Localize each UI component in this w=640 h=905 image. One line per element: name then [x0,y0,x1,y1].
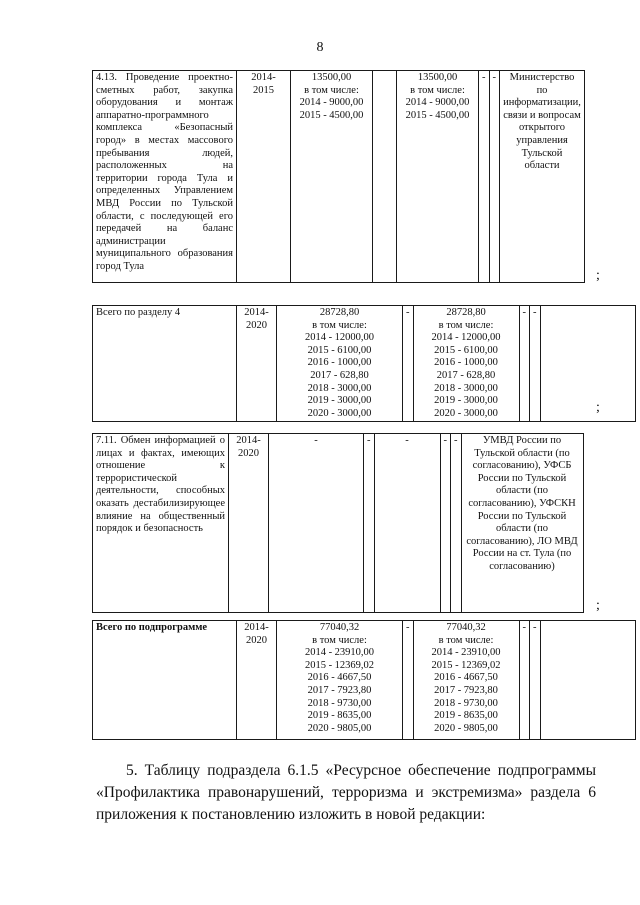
period-years: 2014- 2015 [237,71,291,283]
period-years: 2014- 2020 [237,621,277,740]
funding-federal: - [364,434,375,613]
instruction-paragraph: 5. Таблицу подраздела 6.1.5 «Ресурсное обеспечение подпрограммы «Профилактика правонарушений, терроризма и экстремизма» раздела 6 приложения к постановлению изложить в новой редакции: [96,762,596,823]
measure-description: Всего по подпрограмме [93,621,237,740]
period-years: 2014- 2020 [229,434,269,613]
funding-total: 13500,00 в том числе: 2014 - 9000,00 2015 - 4500,00 [291,71,373,283]
funding-other: - [451,434,462,613]
funding-federal [373,71,397,283]
funding-total: - [269,434,364,613]
funding-total: 28728,80 в том числе: 2014 - 12000,00 2015 - 6100,00 2016 - 1000,00 2017 - 628,80 2018 - 3000,00 2019 - 3000,00 2020 - 3000,00 [277,306,403,422]
funding-municipal: - [440,434,451,613]
row-terminator: ; [596,268,600,283]
responsible-party: Министерство по информатизации, связи и вопросам открытого управления Тульской области [500,71,585,283]
funding-municipal: - [519,306,530,422]
funding-municipal: - [479,71,490,283]
measure-description: 7.11. Обмен информацией о лицах и фактах, имеющих отношение к террористической деятельности, способных оказать дестабилизирующее влияние на общественный порядок и безопасность [93,434,229,613]
funding-other: - [489,71,500,283]
funding-regional: - [374,434,440,613]
funding-federal: - [403,621,414,740]
funding-municipal: - [519,621,530,740]
responsible-party [540,621,635,740]
measure-description: 4.13. Проведение проектно-сметных работ, закупка оборудования и монтаж аппаратно-программного комплекса «Безопасный город» в местах массового пребывания людей, расположенных на территории города Тула и определенных Управлением МВД России по Тульской области, с последующей его передачей на баланс администрации муниципального образования город Тула [93,71,237,283]
resource-table-7-11 [92,433,584,613]
row-terminator: ; [596,598,600,613]
funding-regional: 77040,32 в том числе: 2014 - 23910,00 2015 - 12369,02 2016 - 4667,50 2017 - 7923,80 2018 - 9730,00 2019 - 8635,00 2020 - 9805,00 [413,621,519,740]
period-years: 2014- 2020 [237,306,277,422]
responsible-party: УМВД России по Тульской области (по согласованию), УФСБ России по Тульской области (по согласованию), УФСКН России по Тульской области (по согласованию), ЛО МВД России на ст. Тула (по согласованию) [461,434,583,613]
funding-other: - [530,306,541,422]
responsible-party [540,306,635,422]
resource-table-section4-total [92,305,636,422]
funding-federal: - [403,306,414,422]
resource-table-subprogram-total [92,620,636,740]
funding-regional: 28728,80 в том числе: 2014 - 12000,00 2015 - 6100,00 2016 - 1000,00 2017 - 628,80 2018 - 3000,00 2019 - 3000,00 2020 - 3000,00 [413,306,519,422]
row-terminator: ; [596,400,600,415]
page-number: 8 [316,40,324,55]
funding-other: - [530,621,541,740]
funding-total: 77040,32 в том числе: 2014 - 23910,00 2015 - 12369,02 2016 - 4667,50 2017 - 7923,80 2018 - 9730,00 2019 - 8635,00 2020 - 9805,00 [277,621,403,740]
measure-description: Всего по разделу 4 [93,306,237,422]
resource-table-4-13 [92,70,585,283]
funding-regional: 13500,00 в том числе: 2014 - 9000,00 2015 - 4500,00 [397,71,479,283]
